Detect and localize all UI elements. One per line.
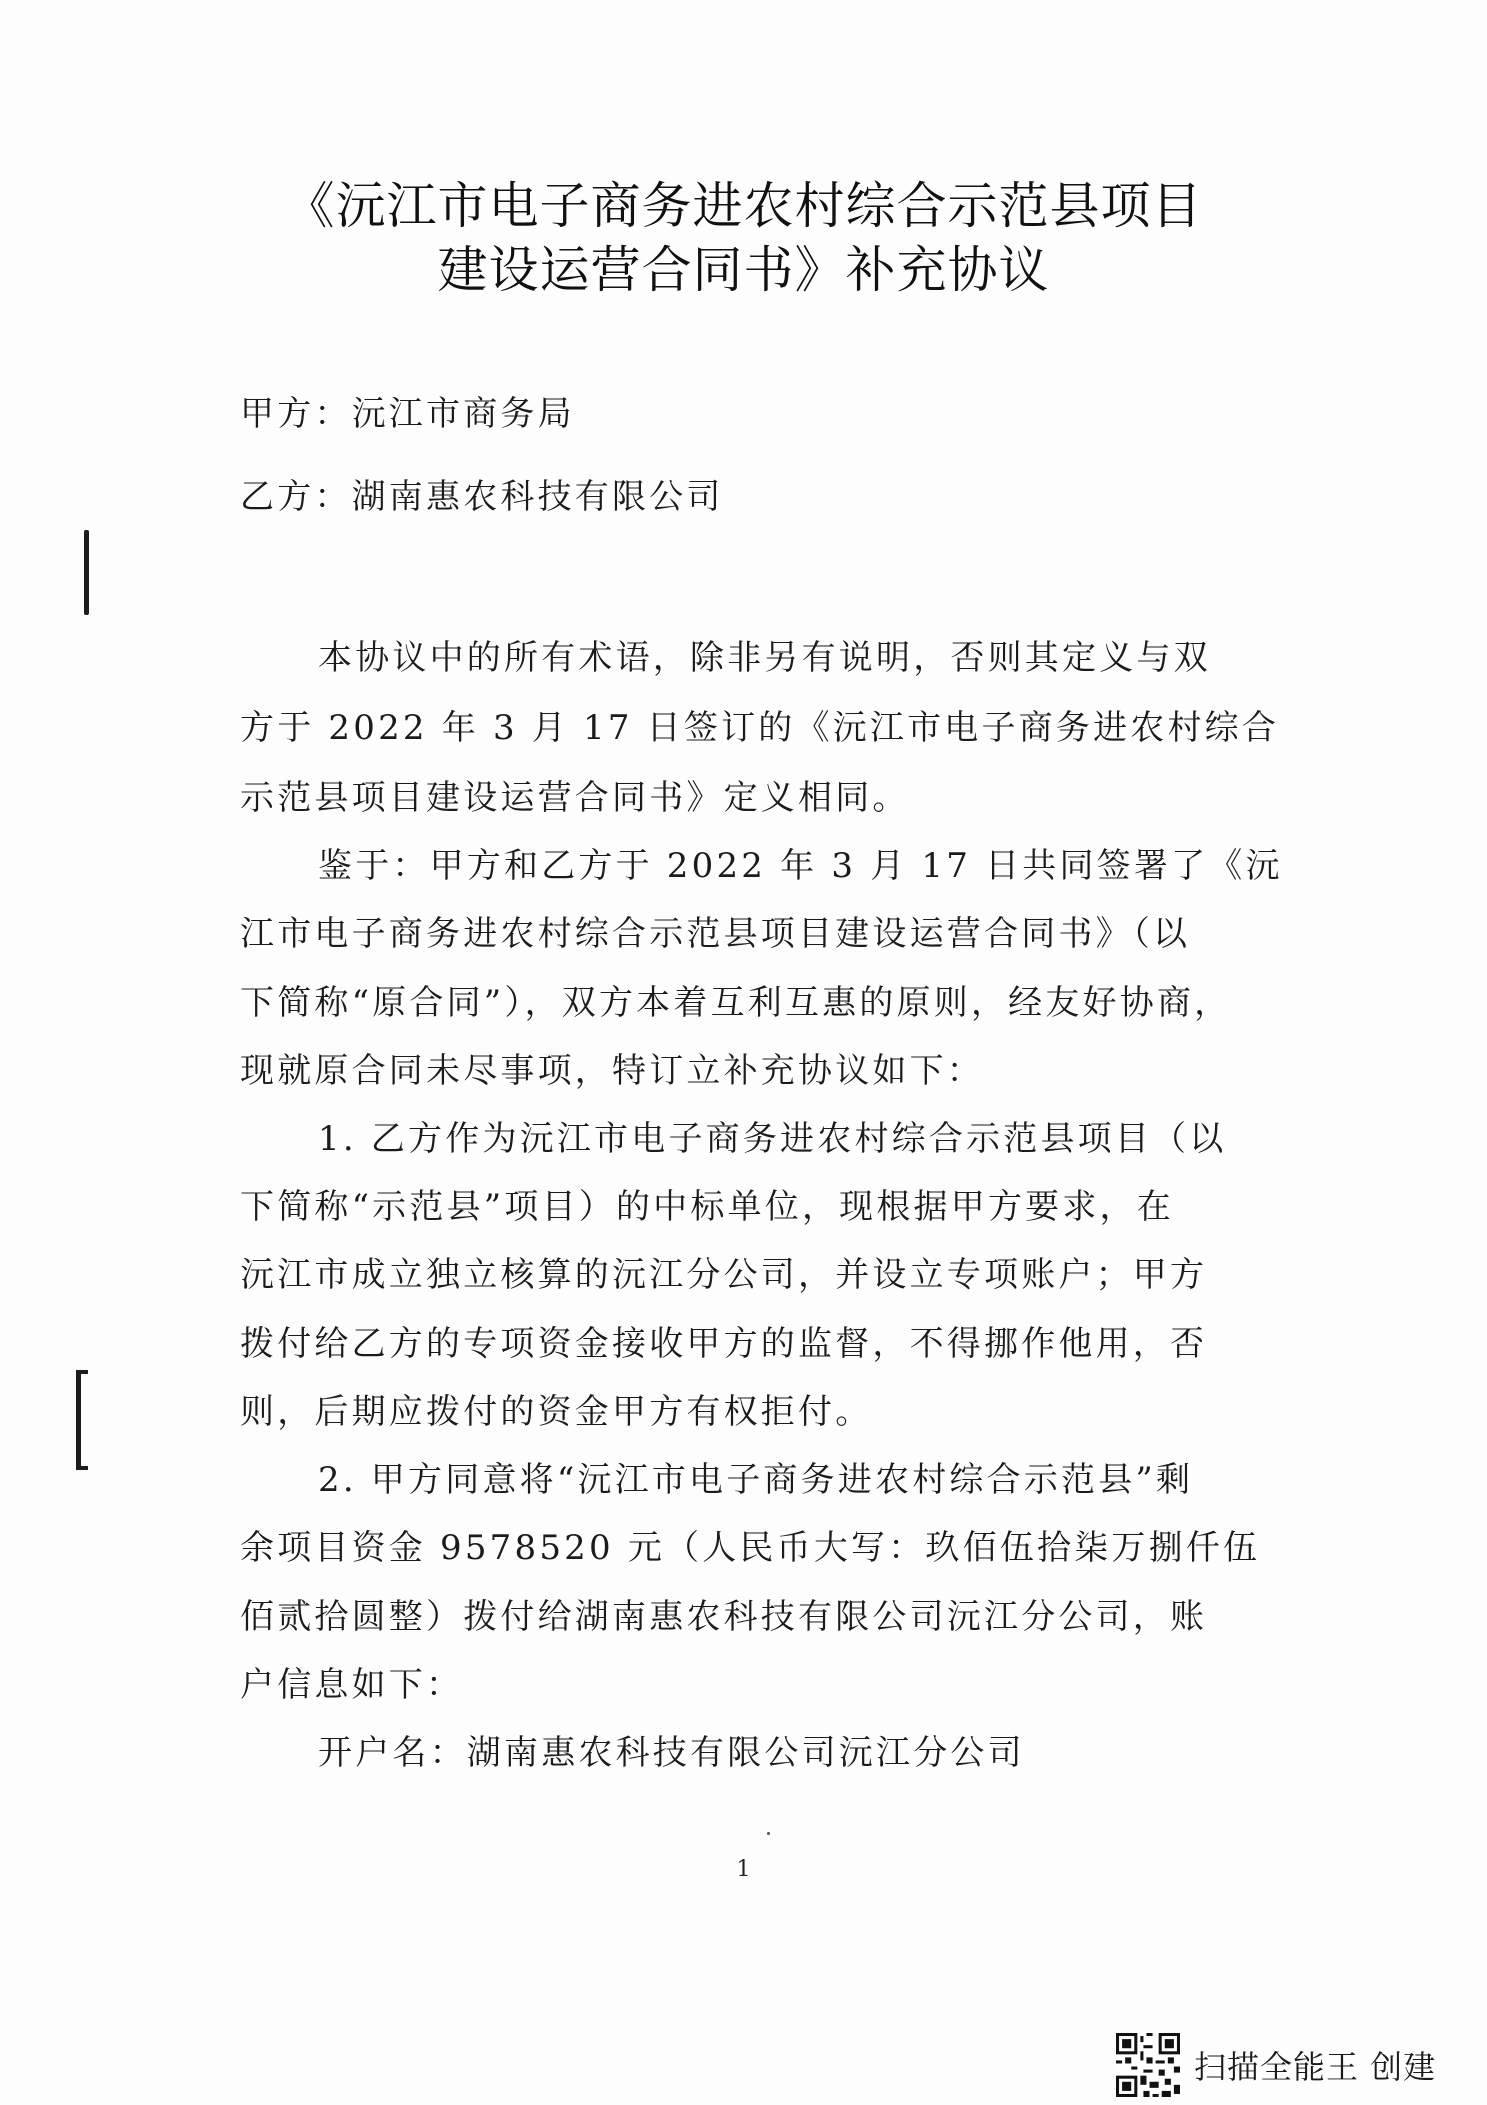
body-line: 江市电子商务进农村综合示范县项目建设运营合同书》（以 — [240, 914, 1191, 954]
body-line: 佰贰拾圆整）拨付给湖南惠农科技有限公司沅江分公司，账 — [240, 1597, 1208, 1637]
body-line: 拨付给乙方的专项资金接收甲方的监督，不得挪作他用，否 — [240, 1324, 1208, 1364]
page-number: 1 — [736, 1857, 751, 1882]
body-line: 鉴于：甲方和乙方于 2022 年 3 月 17 日共同签署了《沅 — [318, 846, 1283, 886]
body-line: 沅江市成立独立核算的沅江分公司，并设立专项账户；甲方 — [240, 1255, 1208, 1295]
body-line: 开户名：湖南惠农科技有限公司沅江分公司 — [318, 1733, 1025, 1773]
party-b: 乙方：湖南惠农科技有限公司 — [240, 477, 724, 517]
bracket-mark — [76, 1370, 81, 1470]
body-line: 现就原合同未尽事项，特订立补充协议如下： — [240, 1051, 984, 1091]
body-line: 1. 乙方作为沅江市电子商务进农村综合示范县项目（以 — [318, 1119, 1227, 1159]
scanner-badge-text: 扫描全能王 创建 — [1194, 2048, 1437, 2086]
document-title-line-2: 建设运营合同书》补充协议 — [437, 241, 1050, 299]
document-title-line-1: 《沅江市电子商务进农村综合示范县项目 — [284, 177, 1203, 235]
body-line: 本协议中的所有术语，除非另有说明，否则其定义与双 — [318, 638, 1211, 678]
body-line: 余项目资金 9578520 元（人民币大写：玖佰伍拾柒万捌仟伍 — [240, 1528, 1261, 1568]
binding-mark — [84, 530, 89, 615]
body-line: 则，后期应拨付的资金甲方有权拒付。 — [240, 1392, 873, 1432]
body-line: 下简称“示范县”项目）的中标单位，现根据甲方要求，在 — [240, 1187, 1174, 1227]
qr-code-icon — [1116, 2033, 1180, 2097]
body-line: 方于 2022 年 3 月 17 日签订的《沅江市电子商务进农村综合 — [240, 708, 1280, 748]
body-line: 2. 甲方同意将“沅江市电子商务进农村综合示范县”剩 — [318, 1460, 1194, 1500]
scanner-badge — [1116, 2033, 1436, 2097]
party-a: 甲方：沅江市商务局 — [240, 394, 575, 434]
body-line: 户信息如下： — [240, 1665, 464, 1705]
scan-speck — [767, 1832, 770, 1835]
body-line: 示范县项目建设运营合同书》定义相同。 — [240, 778, 910, 818]
body-line: 下简称“原合同”），双方本着互利互惠的原则，经友好协商， — [240, 983, 1232, 1023]
